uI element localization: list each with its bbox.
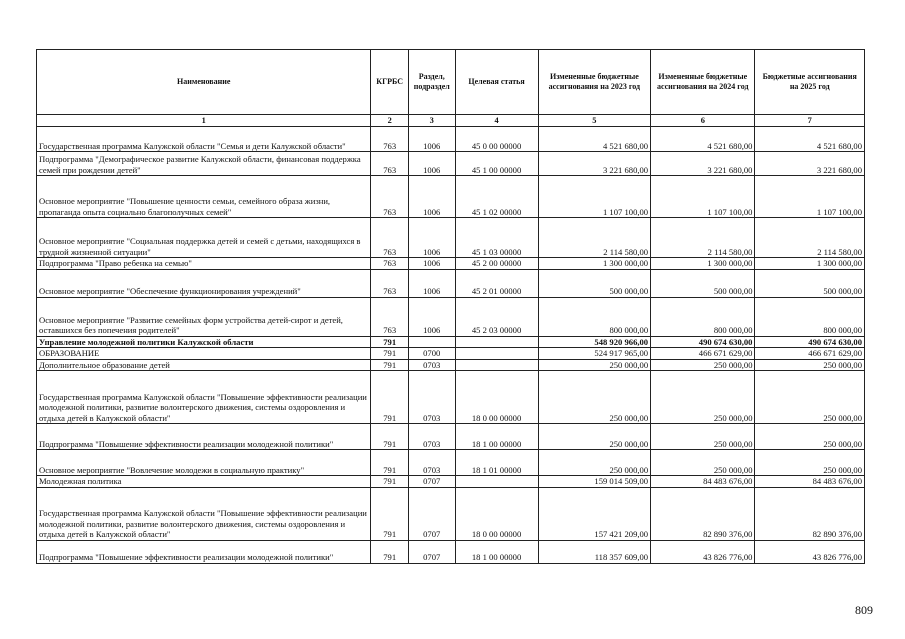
cell-kgrbs: 763	[371, 176, 408, 218]
column-number: 2	[371, 115, 408, 127]
table-row	[37, 348, 865, 360]
cell-target: 18 1 01 00000	[455, 450, 538, 476]
column-number: 7	[755, 115, 865, 127]
cell-kgrbs: 791	[371, 487, 408, 540]
cell-section: 0707	[408, 540, 455, 563]
cell-2025: 1 300 000,00	[755, 258, 865, 270]
cell-name: Основное мероприятие "Развитие семейных форм устройства детей-сирот и детей, оставшихся без попечения родителей"	[37, 297, 371, 336]
cell-target	[455, 476, 538, 488]
cell-2023: 500 000,00	[538, 269, 650, 297]
cell-2024: 250 000,00	[651, 450, 755, 476]
cell-2024: 466 671 629,00	[651, 348, 755, 360]
header-target: Целевая статья	[455, 50, 538, 115]
header-2024: Измененные бюджетные ассигнования на 2024 год	[651, 50, 755, 115]
cell-2025: 84 483 676,00	[755, 476, 865, 488]
cell-2025: 490 674 630,00	[755, 336, 865, 348]
cell-2023: 157 421 209,00	[538, 487, 650, 540]
cell-section: 0703	[408, 371, 455, 424]
cell-name: Подпрограмма "Демографическое развитие Калужской области, финансовая поддержка семей при рождении детей"	[37, 152, 371, 176]
cell-kgrbs: 791	[371, 540, 408, 563]
cell-target: 45 0 00 00000	[455, 127, 538, 152]
cell-section: 0703	[408, 450, 455, 476]
header-2023: Измененные бюджетные ассигнования на 2023 год	[538, 50, 650, 115]
cell-section: 1006	[408, 218, 455, 258]
cell-section: 0703	[408, 359, 455, 371]
cell-2023: 250 000,00	[538, 450, 650, 476]
table-row	[37, 297, 865, 336]
cell-section: 1006	[408, 269, 455, 297]
cell-name: ОБРАЗОВАНИЕ	[37, 348, 371, 360]
cell-2025: 800 000,00	[755, 297, 865, 336]
cell-2025: 2 114 580,00	[755, 218, 865, 258]
header-section: Раздел, подраздел	[408, 50, 455, 115]
cell-section: 0700	[408, 348, 455, 360]
cell-kgrbs: 791	[371, 371, 408, 424]
cell-kgrbs: 791	[371, 450, 408, 476]
cell-name: Подпрограмма "Повышение эффективности реализации молодежной политики"	[37, 424, 371, 450]
cell-section	[408, 336, 455, 348]
cell-2023: 250 000,00	[538, 371, 650, 424]
table-row	[37, 176, 865, 218]
cell-2025: 466 671 629,00	[755, 348, 865, 360]
column-number: 6	[651, 115, 755, 127]
cell-kgrbs: 763	[371, 297, 408, 336]
budget-table	[36, 49, 865, 564]
table-row	[37, 371, 865, 424]
cell-kgrbs: 763	[371, 152, 408, 176]
table-body	[37, 127, 865, 564]
cell-target: 18 0 00 00000	[455, 487, 538, 540]
cell-2024: 3 221 680,00	[651, 152, 755, 176]
cell-2023: 250 000,00	[538, 424, 650, 450]
cell-name: Подпрограмма "Повышение эффективности реализации молодежной политики"	[37, 540, 371, 563]
page-number: 809	[855, 603, 873, 617]
cell-2024: 250 000,00	[651, 359, 755, 371]
cell-2023: 118 357 609,00	[538, 540, 650, 563]
cell-2025: 500 000,00	[755, 269, 865, 297]
column-number: 1	[37, 115, 371, 127]
cell-2024: 490 674 630,00	[651, 336, 755, 348]
table-row	[37, 269, 865, 297]
cell-target: 45 1 02 00000	[455, 176, 538, 218]
cell-name: Основное мероприятие "Вовлечение молодежи в социальную практику"	[37, 450, 371, 476]
cell-target: 45 2 01 00000	[455, 269, 538, 297]
cell-kgrbs: 763	[371, 258, 408, 270]
table-row	[37, 127, 865, 152]
table-row	[37, 152, 865, 176]
cell-2024: 250 000,00	[651, 424, 755, 450]
cell-2025: 4 521 680,00	[755, 127, 865, 152]
header-name: Наименование	[37, 50, 371, 115]
cell-2025: 250 000,00	[755, 359, 865, 371]
cell-kgrbs: 763	[371, 127, 408, 152]
cell-name: Подпрограмма "Право ребенка на семью"	[37, 258, 371, 270]
table-row	[37, 258, 865, 270]
cell-2023: 800 000,00	[538, 297, 650, 336]
cell-section: 0707	[408, 476, 455, 488]
cell-name: Основное мероприятие "Повышение ценности семьи, семейного образа жизни, пропаганда опыта социально благополучных семей"	[37, 176, 371, 218]
cell-section: 1006	[408, 152, 455, 176]
cell-section: 0703	[408, 424, 455, 450]
cell-2023: 548 920 966,00	[538, 336, 650, 348]
cell-section: 1006	[408, 127, 455, 152]
cell-name: Дополнительное образование детей	[37, 359, 371, 371]
cell-2025: 82 890 376,00	[755, 487, 865, 540]
cell-2024: 43 826 776,00	[651, 540, 755, 563]
table-row	[37, 424, 865, 450]
table-row	[37, 336, 865, 348]
cell-kgrbs: 791	[371, 424, 408, 450]
cell-kgrbs: 791	[371, 359, 408, 371]
cell-target: 45 1 03 00000	[455, 218, 538, 258]
cell-target	[455, 359, 538, 371]
cell-2023: 159 014 509,00	[538, 476, 650, 488]
cell-2025: 1 107 100,00	[755, 176, 865, 218]
cell-kgrbs: 791	[371, 476, 408, 488]
cell-2023: 1 300 000,00	[538, 258, 650, 270]
cell-2025: 3 221 680,00	[755, 152, 865, 176]
cell-2023: 1 107 100,00	[538, 176, 650, 218]
cell-target: 18 0 00 00000	[455, 371, 538, 424]
cell-name: Молодежная политика	[37, 476, 371, 488]
cell-kgrbs: 763	[371, 218, 408, 258]
table-row	[37, 218, 865, 258]
cell-2025: 250 000,00	[755, 371, 865, 424]
table-row	[37, 540, 865, 563]
cell-2023: 4 521 680,00	[538, 127, 650, 152]
cell-2023: 2 114 580,00	[538, 218, 650, 258]
table-row	[37, 359, 865, 371]
cell-2025: 43 826 776,00	[755, 540, 865, 563]
cell-kgrbs: 763	[371, 269, 408, 297]
cell-name: Государственная программа Калужской области "Повышение эффективности реализации молодежной политики, развитие волонтерского движения, системы оздоровления и отдыха детей в Калужской области"	[37, 487, 371, 540]
cell-target: 18 1 00 00000	[455, 540, 538, 563]
cell-2024: 1 300 000,00	[651, 258, 755, 270]
cell-name: Государственная программа Калужской области "Семья и дети Калужской области"	[37, 127, 371, 152]
cell-kgrbs: 791	[371, 336, 408, 348]
column-number: 3	[408, 115, 455, 127]
table-row	[37, 487, 865, 540]
cell-2024: 500 000,00	[651, 269, 755, 297]
cell-2024: 4 521 680,00	[651, 127, 755, 152]
cell-target	[455, 348, 538, 360]
table-row	[37, 450, 865, 476]
cell-2025: 250 000,00	[755, 424, 865, 450]
cell-2024: 2 114 580,00	[651, 218, 755, 258]
cell-section: 0707	[408, 487, 455, 540]
cell-target: 45 1 00 00000	[455, 152, 538, 176]
cell-target	[455, 336, 538, 348]
cell-target: 18 1 00 00000	[455, 424, 538, 450]
cell-2024: 82 890 376,00	[651, 487, 755, 540]
cell-2025: 250 000,00	[755, 450, 865, 476]
cell-kgrbs: 791	[371, 348, 408, 360]
cell-2024: 250 000,00	[651, 371, 755, 424]
cell-2024: 1 107 100,00	[651, 176, 755, 218]
table-row	[37, 476, 865, 488]
cell-name: Государственная программа Калужской области "Повышение эффективности реализации молодежной политики, развитие волонтерского движения, системы оздоровления и отдыха детей в Калужской области"	[37, 371, 371, 424]
cell-target: 45 2 00 00000	[455, 258, 538, 270]
cell-name: Основное мероприятие "Социальная поддержка детей и семей с детьми, находящихся в трудной жизненной ситуации"	[37, 218, 371, 258]
cell-2024: 800 000,00	[651, 297, 755, 336]
header-kgrbs: КГРБС	[371, 50, 408, 115]
cell-name: Управление молодежной политики Калужской области	[37, 336, 371, 348]
cell-2023: 524 917 965,00	[538, 348, 650, 360]
cell-section: 1006	[408, 176, 455, 218]
cell-2024: 84 483 676,00	[651, 476, 755, 488]
cell-section: 1006	[408, 258, 455, 270]
cell-target: 45 2 03 00000	[455, 297, 538, 336]
column-number: 4	[455, 115, 538, 127]
cell-section: 1006	[408, 297, 455, 336]
cell-2023: 250 000,00	[538, 359, 650, 371]
cell-name: Основное мероприятие "Обеспечение функционирования учреждений"	[37, 269, 371, 297]
header-2025: Бюджетные ассигнования на 2025 год	[755, 50, 865, 115]
cell-2023: 3 221 680,00	[538, 152, 650, 176]
column-number: 5	[538, 115, 650, 127]
